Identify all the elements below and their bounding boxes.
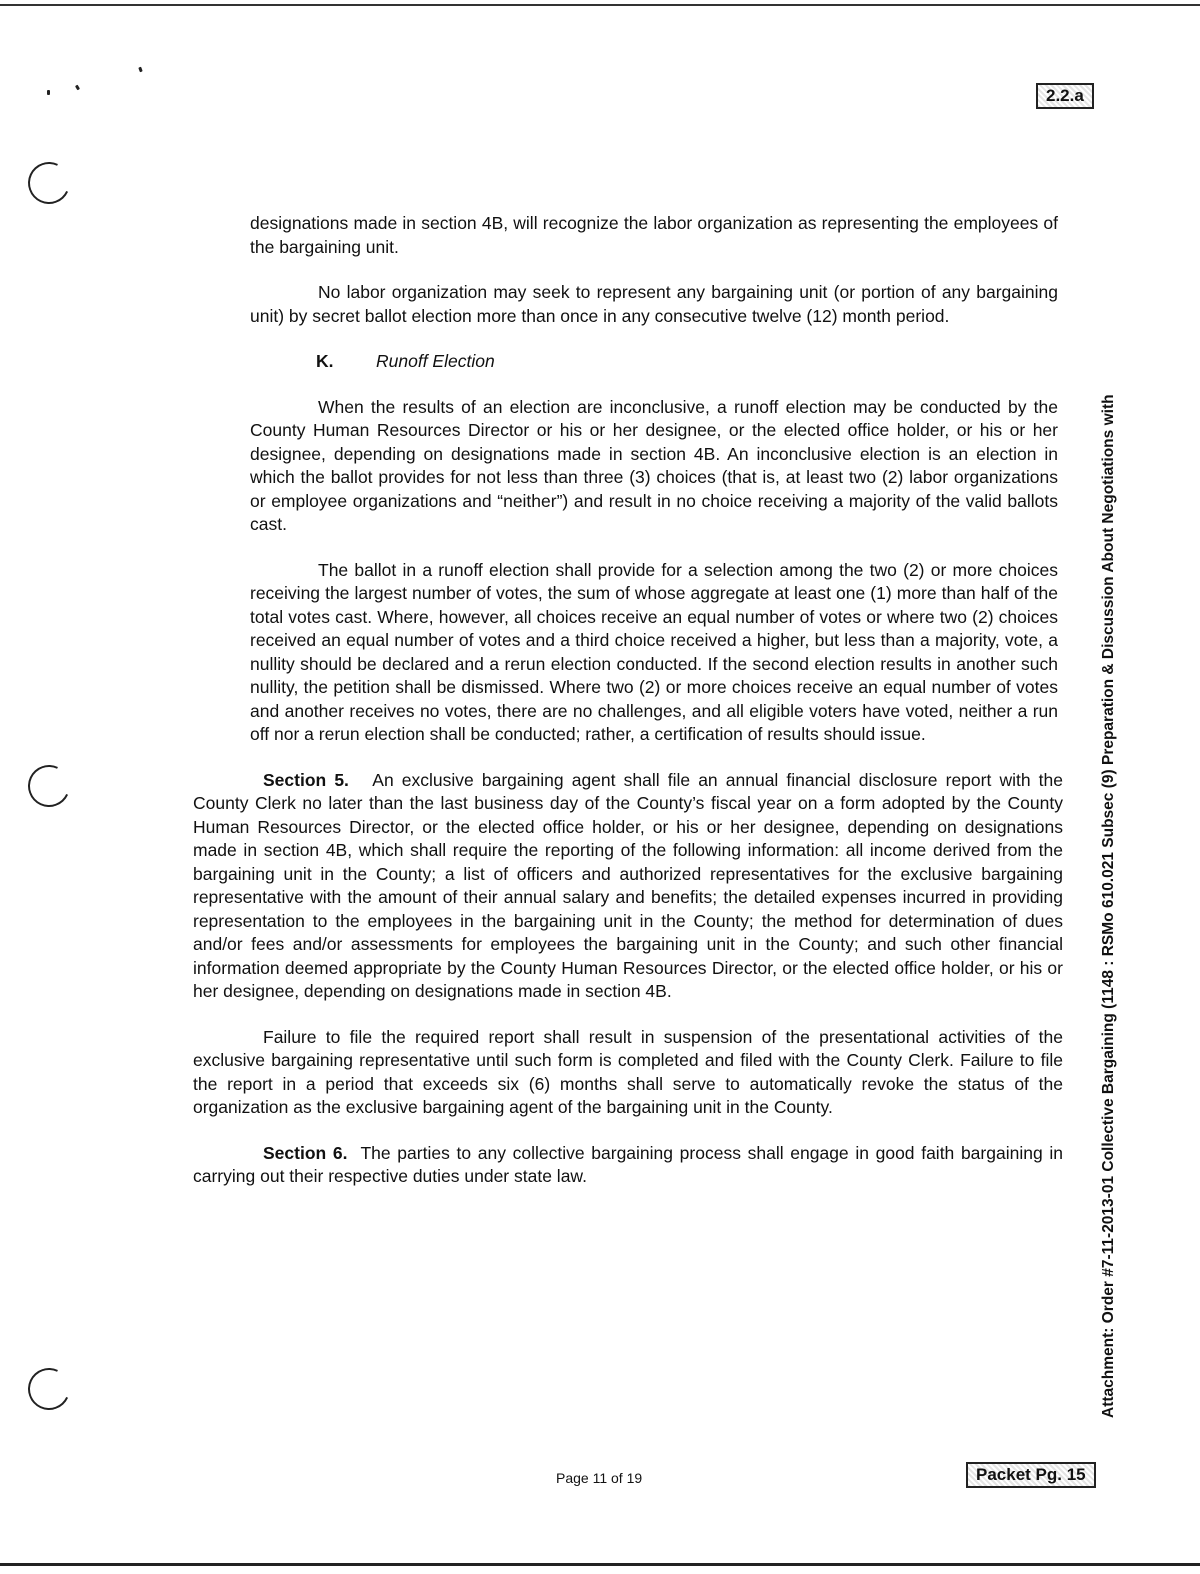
heading-label: K. <box>316 351 334 371</box>
paragraph-runoff-ballot: The ballot in a runoff election shall provide for a selection among the two (2) or more choices receiving the largest number of votes, the sum of whose aggregate at least one (1) more than half of the total votes cast. Where, however, all choices receive an equal number of votes or where two (2) choices received an equal number of votes and a third choice received a higher, but less than a majority, vote, a nullity should be declared and a rerun election conducted. If the second election results in another such nullity, the petition shall be dismissed. Where two (2) or more choices receive an equal number of votes and another receives no votes, there are no challenges, and all eligible voters have voted, neither a run off nor a rerun election shall be conducted; rather, a certification of results should issue. <box>250 559 1058 744</box>
scan-speck <box>47 90 50 95</box>
document-body <box>193 212 1063 1211</box>
scan-edge-top <box>0 4 1200 6</box>
paragraph-continuation: designations made in section 4B, will recognize the labor organization as representing the employees of the bargaining unit. <box>250 213 1058 257</box>
paragraph-election-limit: No labor organization may seek to represent any bargaining unit (or portion of any bargaining unit) by secret ballot election more than once in any consecutive twelve (12) month period. <box>250 282 1058 326</box>
attachment-side-note: Attachment: Order #7-11-2013-01 Collective Bargaining (1148 : RSMo 610.021 Subsec (9) Preparation & Discussion About Negotiations with <box>1100 394 1117 1418</box>
punch-hole-bottom <box>22 1362 76 1416</box>
section-5-label: Section 5. <box>263 769 349 790</box>
punch-hole-middle <box>22 759 76 813</box>
packet-page-stamp: Packet Pg. 15 <box>966 1462 1096 1488</box>
section-6-text: The parties to any collective bargaining process shall engage in good faith bargaining in carrying out their respective duties under state law. <box>193 1142 1063 1186</box>
scan-speck <box>138 67 143 73</box>
section-6-label: Section 6. <box>263 1142 348 1163</box>
section-5-text: An exclusive bargaining agent shall file an annual financial disclosure report with the County Clerk no later than the last business day of the County’s fiscal year on a form adopted by the County Human Resources Director, or the elected office holder, or his or her designee, depending on designations made in section 4B, which shall require the reporting of the following information: all income derived from the bargaining unit in the County; a list of officers and authorized representatives for the exclusive bargaining representative with the amount of their annual salary and benefits; the detailed expenses incurred in providing representation to the employees in the bargaining unit in the County; the method for determination of dues and/or fees and/or assessments for employees the bargaining unit in the County; and such other financial information deemed appropriate by the County Human Resources Director, or the elected office holder, or his or her designee, depending on designations made in section 4B. <box>193 769 1064 1001</box>
scan-edge-bottom <box>0 1563 1200 1566</box>
section-5-paragraph <box>193 769 1063 1004</box>
item-number-stamp: 2.2.a <box>1036 83 1094 109</box>
punch-hole-top <box>22 156 76 210</box>
page-number: Page 11 of 19 <box>556 1470 643 1486</box>
paragraph-failure-to-file: Failure to file the required report shall result in suspension of the presentational activities of the exclusive bargaining representative until such form is completed and filed with the County Clerk. Failure to file the report in a period that exceeds six (6) months shall serve to automatically revoke the status of the organization as the exclusive bargaining agent of the bargaining unit in the County. <box>193 1026 1063 1117</box>
paragraph-runoff-inconclusive: When the results of an election are inconclusive, a runoff election may be conducted by the County Human Resources Director or his or her designee, or the elected office holder, or his or her designee, depending on designations made in section 4B. An inconclusive election is an election in which the ballot provides for not less than three (3) choices (that is, at least two (2) labor organizations or employee organizations and “neither”) and result in no choice receiving a majority of the valid ballots cast. <box>250 396 1058 534</box>
section-6-paragraph <box>193 1142 1063 1189</box>
section-heading-k <box>316 350 1063 374</box>
heading-title: Runoff Election <box>376 351 495 371</box>
scan-speck <box>75 85 80 91</box>
